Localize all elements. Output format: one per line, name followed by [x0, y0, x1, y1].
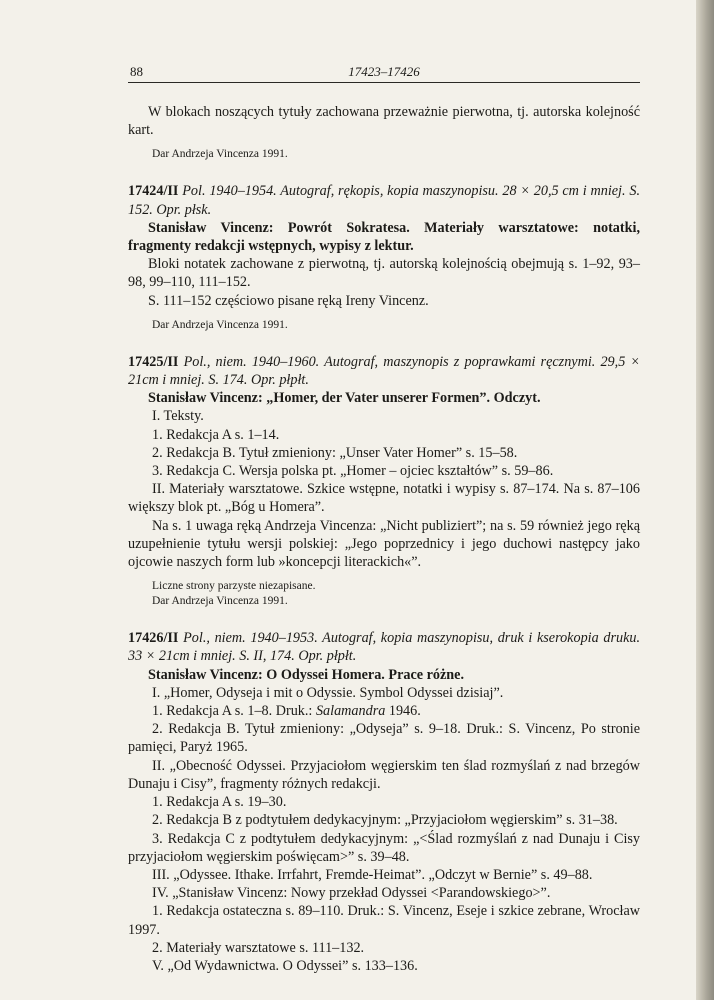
entry-line: 2. Materiały warsztatowe s. 111–132. — [152, 939, 365, 956]
entry-signature: 17424/II — [128, 183, 179, 200]
entry-paragraph: S. 111–152 częściowo pisane ręką Ireny Vincenz. — [148, 292, 429, 309]
entry-line: Na s. 1 uwaga ręką Andrzeja Vincenza: „Nicht publiziert”; na s. 59 również jego ręką uzupełnienie tytułu wersji polskiej: „Jego poprzednicy i jego duchowi następcy jako ojcowie naszych form lub »koncepcji literackich«”. — [128, 517, 640, 571]
entry-title: Stanisław Vincenz: O Odyssei Homera. Prace różne. — [148, 666, 465, 683]
entry-title: Stanisław Vincenz: Powrót Sokratesa. Materiały warsztatowe: notatki, fragmenty redakcji wstępnych, wypisy z lektur. — [128, 219, 640, 255]
entry-line: IV. „Stanisław Vincenz: Nowy przekład Odyssei <Parandowskiego>”. — [152, 885, 551, 902]
entry-line: III. „Odyssee. Ithake. Irrfahrt, Fremde-Heimat”. „Odczyt w Bernie” s. 49–88. — [152, 866, 593, 883]
entry-line: 3. Redakcja C z podtytułem dedykacyjnym: „<Ślad rozmyślań z nad Dunaju i Cisy przyjaciołom węgierskim poświęcam>” s. 39–48. — [128, 830, 640, 865]
entry-line: 3. Redakcja C. Wersja polska pt. „Homer – ojciec kształtów” s. 59–86. — [152, 463, 554, 480]
entry-title: Stanisław Vincenz: „Homer, der Vater unserer Formen”. Odczyt. — [148, 390, 541, 407]
entry-description: Pol. 1940–1954. Autograf, rękopis, kopia maszynopisu. 28 × 20,5 cm i mniej. S. 152. Opr. płsk. — [128, 183, 640, 218]
entry-description: Pol., niem. 1940–1960. Autograf, maszynopis z poprawkami ręcznymi. 29,5 × 21cm i mniej. S. 174. Opr. płpłt. — [128, 353, 641, 389]
entry-line: 2. Redakcja B. Tytuł zmieniony: „Unser Vater Homer” s. 15–58. — [152, 444, 518, 461]
page-body — [128, 83, 640, 975]
entry-line: 1. Redakcja A s. 19–30. — [152, 794, 287, 811]
entry-line: I. Teksty. — [152, 408, 204, 425]
running-header — [128, 62, 640, 83]
entry-description: Pol., niem. 1940–1953. Autograf, kopia maszynopisu, druk i kserokopia druku. 33 × 21cm i mniej. S. II, 174. Opr. płpłt. — [128, 630, 641, 665]
entry-17426 — [128, 629, 640, 975]
entry-line: II. „Obecność Odyssei. Przyjaciołom węgierskim ten ślad rozmyślań z nad brzegów Dunaju i Cisy”, fragmenty różnych redakcji. — [128, 757, 640, 792]
entry-line: II. Materiały warsztatowe. Szkice wstępne, notatki i wypisy s. 87–174. Na s. 87–106 większy blok pt. „Bóg u Homera”. — [128, 481, 640, 516]
entry-donation: Dar Andrzeja Vincenza 1991. — [152, 318, 288, 331]
entry-line: 1. Redakcja ostateczna s. 89–110. Druk.: S. Vincenz, Eseje i szkice zebrane, Wrocław 1997. — [128, 903, 640, 938]
entry-line: 2. Redakcja B z podtytułem dedykacyjnym: „Przyjaciołom węgierskim” s. 31–38. — [152, 812, 618, 829]
entry-17425 — [128, 353, 640, 609]
print-title: Salamandra — [315, 703, 386, 720]
intro-donation: Dar Andrzeja Vincenza 1991. — [152, 148, 288, 161]
entry-signature: 17426/II — [128, 630, 179, 647]
page-number: 88 — [130, 64, 143, 79]
intro-text: W blokach noszących tytuły zachowana przeważnie pierwotna, tj. autorska kolejność kart. — [128, 104, 640, 139]
entry-donation: Dar Andrzeja Vincenza 1991. — [152, 595, 288, 608]
entry-line: 1. Redakcja A s. 1–8. Druk.: Salamandra 1946. — [152, 703, 421, 720]
entry-range: 17423–17426 — [348, 64, 420, 79]
entry-note: Liczne strony parzyste niezapisane. — [152, 580, 316, 593]
entry-paragraph: Bloki notatek zachowane z pierwotną, tj. autorską kolejnością obejmują s. 1–92, 93–98, 99–110, 111–152. — [128, 256, 640, 291]
page-edge-shadow — [696, 0, 714, 1000]
entry-signature: 17425/II — [128, 353, 179, 370]
entry-line: V. „Od Wydawnictwa. O Odyssei” s. 133–136. — [152, 957, 418, 974]
entry-line: 2. Redakcja B. Tytuł zmieniony: „Odyseja” s. 9–18. Druk.: S. Vincenz, Po stronie pamięci, Paryż 1965. — [128, 721, 640, 756]
entry-line: I. „Homer, Odyseja i mit o Odyssie. Symbol Odyssei dzisiaj”. — [152, 684, 504, 701]
entry-line: 1. Redakcja A s. 1–14. — [152, 426, 280, 443]
entry-17424 — [128, 182, 640, 332]
catalog-page — [128, 62, 640, 975]
